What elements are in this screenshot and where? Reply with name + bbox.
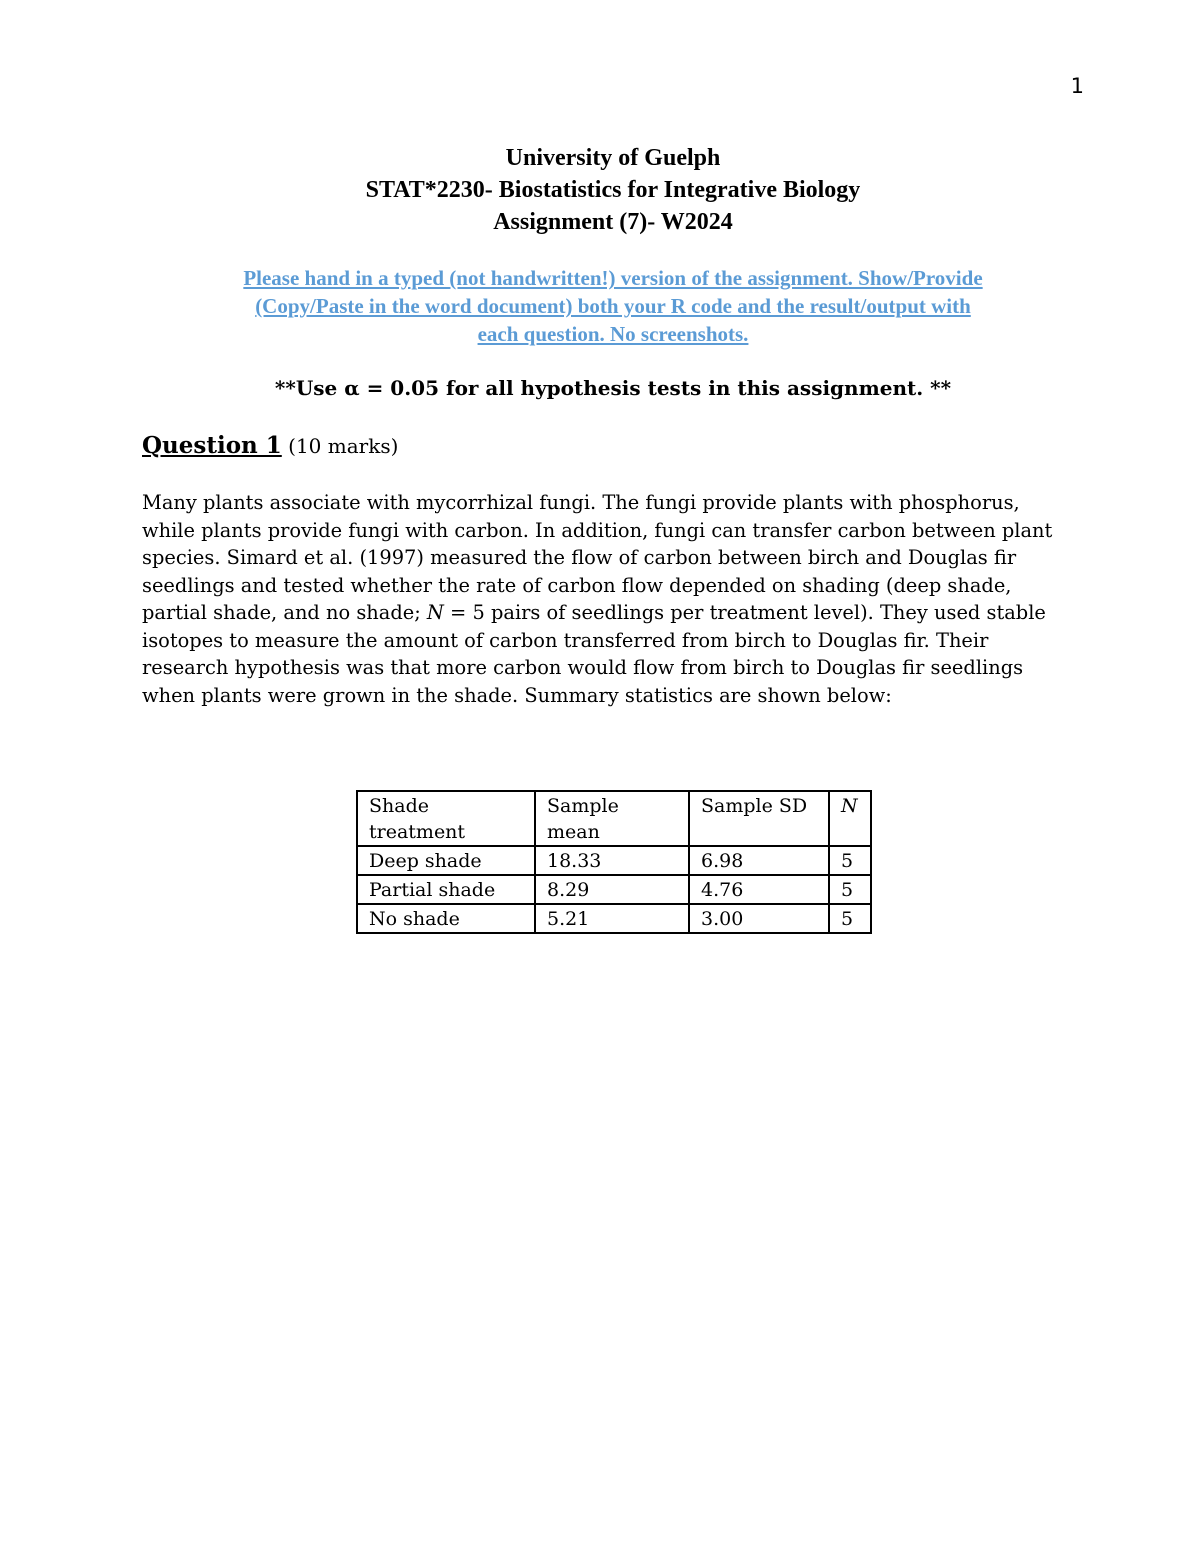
header-text: treatment — [369, 821, 466, 843]
header-text: mean — [547, 821, 600, 843]
body-line: while plants provide fungi with carbon. In addition, fungi can transfer carbon between plant — [142, 518, 1053, 542]
cell-n: 5 — [829, 904, 871, 933]
header-sample-sd: Sample SD — [689, 791, 829, 846]
header-sample-mean — [535, 791, 689, 846]
instructions-line-2: (Copy/Paste in the word document) both your R code and the result/output with — [255, 294, 971, 318]
cell-sd: 4.76 — [689, 875, 829, 904]
body-line-part: partial shade, and no shade; — [142, 601, 427, 624]
cell-n: 5 — [829, 875, 871, 904]
page-number: 1 — [1070, 74, 1084, 98]
sample-size-symbol: N — [426, 601, 444, 624]
university-name: University of Guelph — [505, 145, 721, 171]
table-row — [357, 904, 871, 933]
cell-treatment: Deep shade — [357, 846, 535, 875]
cell-sd: 6.98 — [689, 846, 829, 875]
cell-mean: 18.33 — [535, 846, 689, 875]
header-n: N — [829, 791, 871, 846]
cell-treatment: Partial shade — [357, 875, 535, 904]
question-1-marks: (10 marks) — [288, 434, 399, 458]
alpha-note: **Use α = 0.05 for all hypothesis tests in this assignment. ** — [274, 376, 952, 400]
body-line — [142, 599, 1082, 627]
summary-statistics-table — [356, 790, 872, 934]
question-1-body — [142, 489, 1082, 709]
cell-n: 5 — [829, 846, 871, 875]
header-text: Sample — [547, 795, 619, 817]
cell-treatment: No shade — [357, 904, 535, 933]
question-1-title: Question 1 — [142, 432, 282, 459]
document-title-block — [0, 142, 1200, 238]
cell-mean: 5.21 — [535, 904, 689, 933]
body-line-part: = 5 pairs of seedlings per treatment level). They used stable — [443, 601, 1046, 624]
cell-sd: 3.00 — [689, 904, 829, 933]
table-row — [357, 846, 871, 875]
body-line: species. Simard et al. (1997) measured the flow of carbon between birch and Douglas fir — [142, 546, 1017, 569]
submission-instructions — [190, 264, 1036, 348]
header-text: Shade — [369, 795, 429, 817]
table-header-row — [357, 791, 871, 846]
question-1-heading — [142, 430, 398, 462]
body-line: when plants were grown in the shade. Summary statistics are shown below: — [142, 683, 892, 707]
table-row — [357, 875, 871, 904]
instructions-line-3: each question. No screenshots. — [477, 322, 749, 346]
course-title: STAT*2230- Biostatistics for Integrative Biology — [365, 177, 861, 203]
body-line: seedlings and tested whether the rate of carbon flow depended on shading (deep shade, — [142, 573, 1012, 597]
body-line: research hypothesis was that more carbon would flow from birch to Douglas fir seedlings — [142, 656, 1024, 679]
assignment-title: Assignment (7)- W2024 — [493, 209, 733, 235]
header-shade-treatment — [357, 791, 535, 846]
body-line: Many plants associate with mycorrhizal fungi. The fungi provide plants with phosphorus, — [142, 491, 1020, 514]
instructions-line-1: Please hand in a typed (not handwritten!) version of the assignment. Show/Provide — [243, 266, 983, 290]
body-line: isotopes to measure the amount of carbon transferred from birch to Douglas fir. Their — [142, 628, 989, 652]
cell-mean: 8.29 — [535, 875, 689, 904]
